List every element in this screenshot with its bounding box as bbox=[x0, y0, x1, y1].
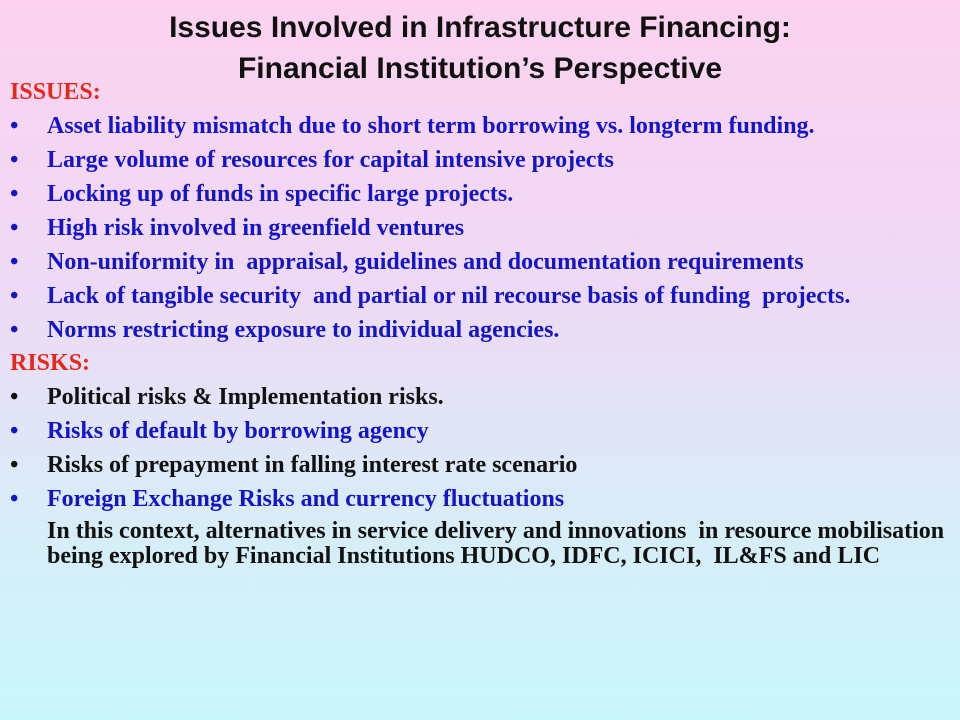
bullet-icon: • bbox=[10, 384, 19, 410]
bullet-icon: • bbox=[10, 452, 19, 478]
risk-item bbox=[10, 417, 955, 445]
issue-item bbox=[10, 180, 955, 208]
issue-item-text: Asset liability mismatch due to short term borrowing vs. longterm funding. bbox=[47, 113, 815, 139]
issue-item-text: Locking up of funds in specific large projects. bbox=[47, 181, 514, 207]
issue-item bbox=[10, 146, 955, 174]
issues-heading: ISSUES: bbox=[10, 79, 101, 105]
issue-item bbox=[10, 282, 955, 310]
risk-item bbox=[10, 485, 955, 513]
risk-item-text: Risks of default by borrowing agency bbox=[47, 418, 429, 444]
issue-item-text: High risk involved in greenfield ventures bbox=[47, 215, 465, 241]
issue-item-text: Non-uniformity in appraisal, guidelines and documentation requirements bbox=[47, 249, 804, 275]
bullet-icon: • bbox=[10, 317, 19, 343]
issue-item-text: Norms restricting exposure to individual agencies. bbox=[47, 317, 560, 343]
risk-item bbox=[10, 383, 955, 411]
risk-item-text: Risks of prepayment in falling interest rate scenario bbox=[47, 452, 578, 478]
issue-item bbox=[10, 316, 955, 344]
risks-list bbox=[10, 383, 955, 513]
issues-list bbox=[10, 112, 955, 344]
issue-item bbox=[10, 248, 955, 276]
context-paragraph: In this context, alternatives in service delivery and innovations in resource mobilisation being explored by Financial Institutions HUDCO, IDFC, ICICI, IL&FS and LIC bbox=[47, 518, 951, 569]
bullet-icon: • bbox=[10, 147, 19, 173]
bullet-icon: • bbox=[10, 283, 19, 309]
bullet-icon: • bbox=[10, 418, 19, 444]
slide-title-line-2: Financial Institution’s Perspective bbox=[237, 52, 722, 85]
slide-body bbox=[10, 78, 955, 569]
slide-title-line-1: Issues Involved in Infrastructure Financing: bbox=[169, 11, 791, 44]
bullet-icon: • bbox=[10, 181, 19, 207]
issue-item bbox=[10, 214, 955, 242]
issue-item bbox=[10, 112, 955, 140]
risk-item bbox=[10, 451, 955, 479]
issue-item-text: Lack of tangible security and partial or nil recourse basis of funding projects. bbox=[47, 283, 851, 309]
bullet-icon: • bbox=[10, 486, 19, 512]
bullet-icon: • bbox=[10, 249, 19, 275]
bullet-icon: • bbox=[10, 113, 19, 139]
slide-title bbox=[0, 7, 960, 89]
risk-item-text: Foreign Exchange Risks and currency fluctuations bbox=[47, 486, 565, 512]
issue-item-text: Large volume of resources for capital intensive projects bbox=[47, 147, 614, 173]
risk-item-text: Political risks & Implementation risks. bbox=[47, 384, 444, 410]
bullet-icon: • bbox=[10, 215, 19, 241]
risks-heading: RISKS: bbox=[10, 350, 91, 376]
